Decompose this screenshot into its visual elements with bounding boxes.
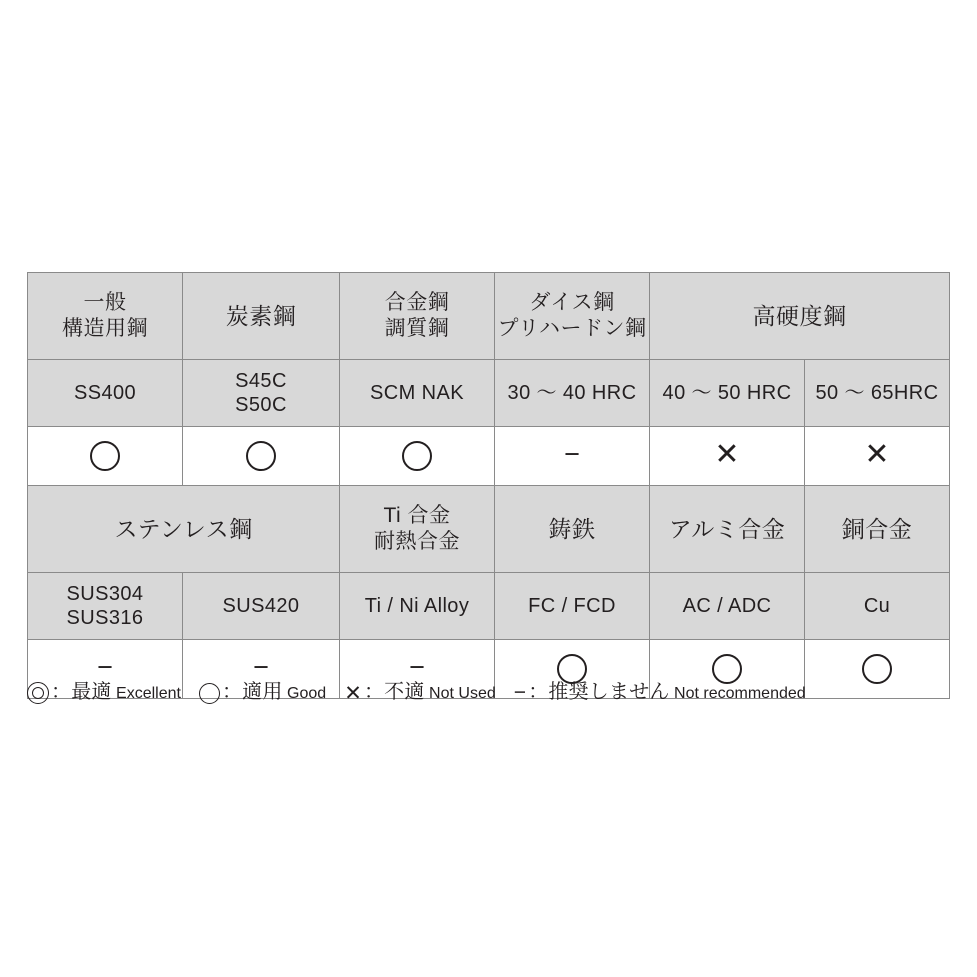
category-header-line: 構造用鋼 bbox=[62, 317, 148, 340]
circle-icon bbox=[246, 441, 276, 471]
category-header-cell bbox=[495, 486, 650, 573]
dash-icon: − bbox=[513, 680, 527, 704]
table-row bbox=[28, 427, 950, 486]
material-grade-line: FC / FCD bbox=[528, 594, 616, 617]
material-grade-line: 30 〜 40 HRC bbox=[507, 381, 637, 404]
category-header-cell bbox=[340, 273, 495, 360]
material-grade-line: S45C bbox=[235, 369, 287, 392]
material-grade-cell bbox=[340, 573, 495, 640]
category-header-line: 耐熱合金 bbox=[374, 530, 460, 553]
material-grade-line: SUS304 bbox=[66, 582, 144, 605]
legend-label-en: Not Used bbox=[424, 685, 496, 702]
category-header-line: プリハードン鋼 bbox=[497, 317, 647, 340]
legend bbox=[27, 675, 957, 705]
material-grade-line: S50C bbox=[235, 394, 287, 416]
legend-label-ja: ：不適 bbox=[363, 681, 425, 703]
material-grade-line: 50 〜 65HRC bbox=[815, 381, 939, 404]
suitability-mark-cell bbox=[650, 427, 805, 486]
legend-label-ja: ：推奨しません bbox=[528, 681, 670, 703]
table-row bbox=[28, 573, 950, 640]
cross-icon: ✕ bbox=[864, 437, 890, 472]
suitability-mark-cell bbox=[495, 427, 650, 486]
category-header-cell bbox=[340, 486, 495, 573]
legend-label-en: Excellent bbox=[111, 685, 181, 703]
legend-label-ja: ：適用 bbox=[221, 681, 283, 704]
material-grade-cell bbox=[183, 573, 340, 640]
category-header-cell bbox=[495, 273, 650, 360]
table-row bbox=[28, 273, 950, 360]
dash-icon: − bbox=[253, 651, 269, 682]
material-grade-line: Cu bbox=[863, 594, 891, 617]
category-header-line: 高硬度鋼 bbox=[752, 302, 847, 329]
circle-icon bbox=[199, 683, 220, 704]
legend-item bbox=[514, 675, 806, 705]
material-grade-cell bbox=[28, 360, 183, 427]
material-grade-line: SCM NAK bbox=[370, 381, 464, 404]
legend-item bbox=[344, 675, 496, 705]
category-header-cell bbox=[28, 486, 340, 573]
legend-label-en: Good bbox=[282, 685, 327, 703]
category-header-cell bbox=[650, 486, 805, 573]
category-header-line: アルミ合金 bbox=[668, 515, 786, 542]
double-circle-icon bbox=[27, 682, 49, 704]
material-grade-line: Ti / Ni Alloy bbox=[364, 594, 470, 617]
circle-icon bbox=[90, 441, 120, 471]
material-grade-cell bbox=[183, 360, 340, 427]
category-header-line: 鋳鉄 bbox=[548, 515, 596, 542]
dash-icon: − bbox=[97, 651, 113, 682]
material-grade-line: SUS316 bbox=[66, 607, 144, 629]
table-row bbox=[28, 486, 950, 573]
suitability-mark-cell bbox=[340, 427, 495, 486]
category-header-cell bbox=[183, 273, 340, 360]
material-grade-line: AC / ADC bbox=[682, 594, 772, 617]
legend-label-en: Not recommended bbox=[669, 685, 806, 702]
material-grade-cell bbox=[340, 360, 495, 427]
category-header-line: 調質鋼 bbox=[384, 317, 450, 340]
category-header-line: 炭素鋼 bbox=[225, 302, 297, 329]
suitability-mark-cell bbox=[183, 427, 340, 486]
category-header-cell bbox=[805, 486, 950, 573]
material-grade-cell bbox=[650, 360, 805, 427]
material-compatibility-table bbox=[27, 272, 949, 699]
category-header-line: Ti 合金 bbox=[383, 504, 451, 528]
cross-icon: ✕ bbox=[344, 680, 362, 705]
category-header-cell bbox=[650, 273, 950, 360]
material-grade-cell bbox=[495, 360, 650, 427]
table-row bbox=[28, 360, 950, 427]
suitability-mark-cell bbox=[805, 427, 950, 486]
material-grade-cell bbox=[805, 360, 950, 427]
dash-icon: − bbox=[409, 651, 425, 682]
material-grade-cell bbox=[28, 573, 183, 640]
category-header-cell bbox=[28, 273, 183, 360]
legend-item bbox=[199, 675, 326, 704]
material-grade-line: SUS420 bbox=[222, 594, 300, 617]
category-header-line: ステンレス鋼 bbox=[114, 515, 253, 542]
cross-icon: ✕ bbox=[714, 437, 740, 472]
category-header-line: 一般 bbox=[83, 291, 127, 315]
dash-icon: − bbox=[564, 438, 580, 469]
material-grade-cell bbox=[650, 573, 805, 640]
material-grade-cell bbox=[495, 573, 650, 640]
legend-item bbox=[27, 675, 181, 704]
circle-icon bbox=[402, 441, 432, 471]
material-grade-cell bbox=[805, 573, 950, 640]
category-header-line: 銅合金 bbox=[841, 515, 913, 542]
legend-label-ja: ：最適 bbox=[51, 681, 112, 704]
suitability-mark-cell bbox=[28, 427, 183, 486]
material-grade-line: 40 〜 50 HRC bbox=[662, 381, 792, 404]
material-grade-line: SS400 bbox=[73, 381, 137, 404]
category-header-line: ダイス鋼 bbox=[529, 291, 615, 315]
matrix-table bbox=[27, 272, 950, 699]
category-header-line: 合金鋼 bbox=[384, 291, 450, 315]
